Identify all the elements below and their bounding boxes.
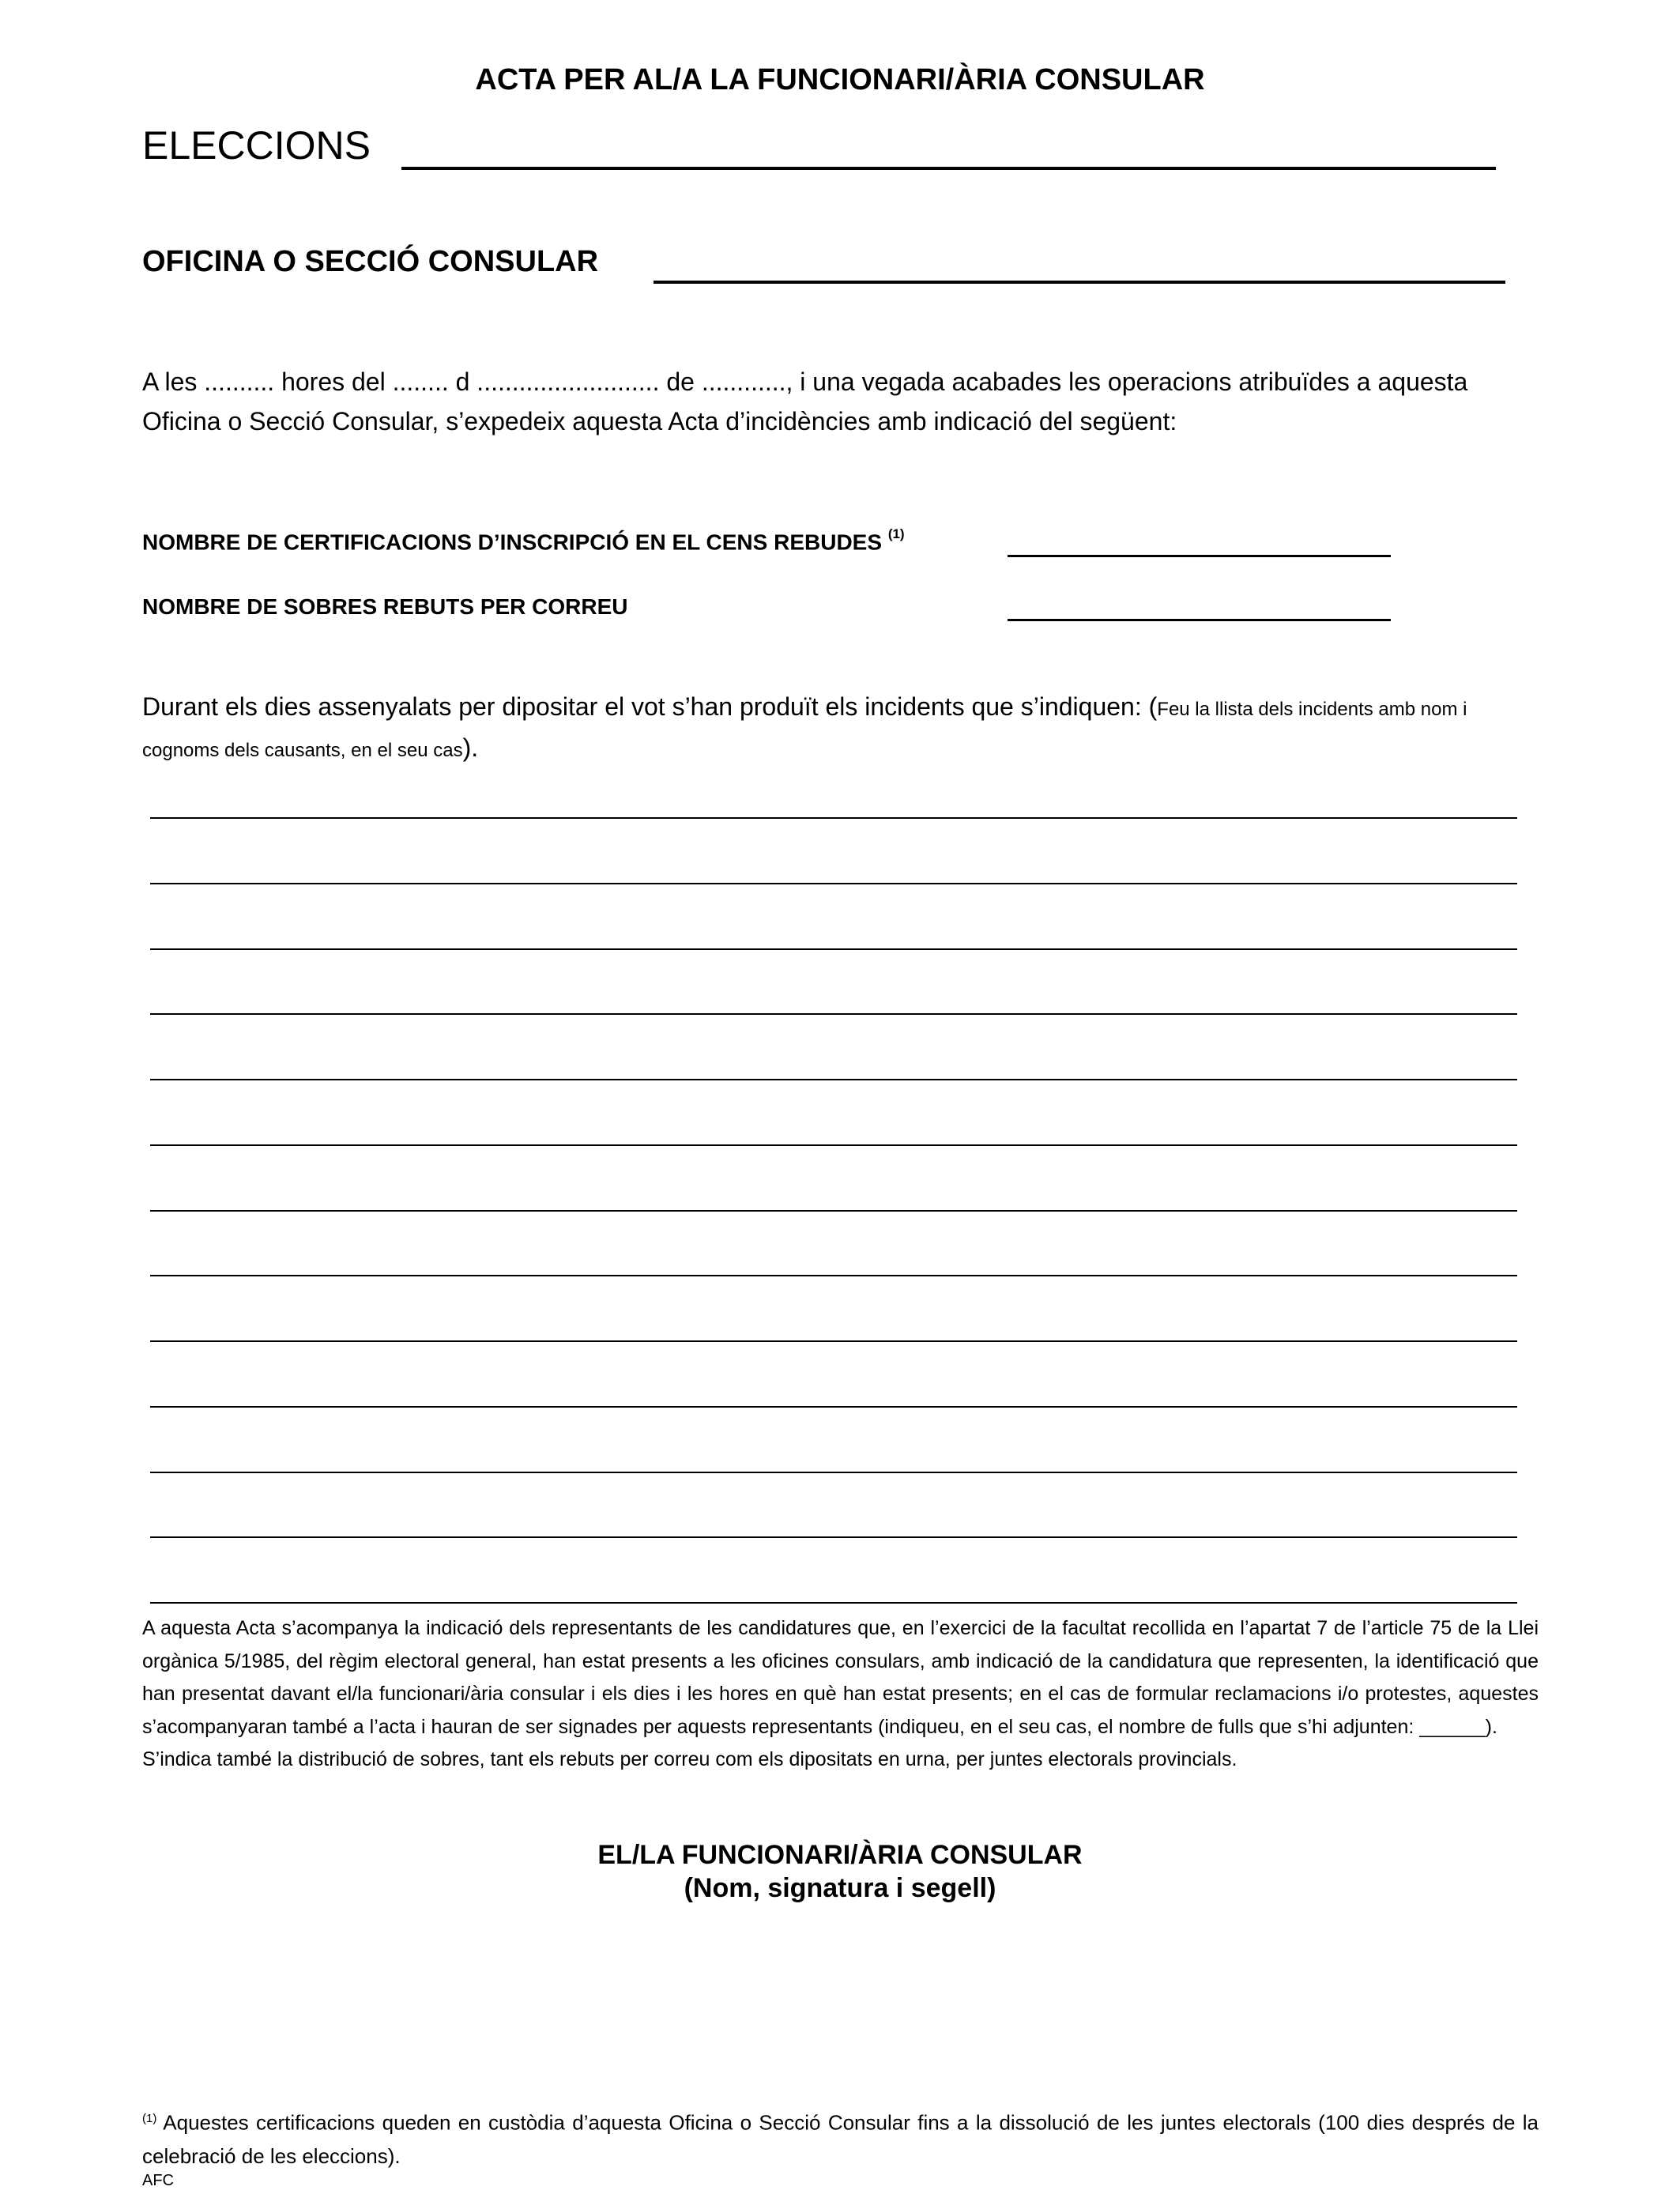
incident-line[interactable]	[150, 1210, 1517, 1212]
incident-line[interactable]	[150, 1144, 1517, 1146]
sobres-label: NOMBRE DE SOBRES REBUTS PER CORREU	[142, 594, 628, 619]
signature-subtitle: (Nom, signatura i segell)	[684, 1873, 996, 1903]
incidents-close: ).	[462, 733, 479, 762]
footnote	[142, 2102, 1539, 2173]
eleccions-field[interactable]	[401, 167, 1496, 170]
footer-paragraph-2: S’indica també la distribució de sobres, tant els rebuts per correu com els dipositats en urna, per juntes electorals provincials.	[142, 1748, 1237, 1770]
incident-line[interactable]	[150, 817, 1517, 819]
oficina-field[interactable]	[654, 281, 1505, 284]
footnote-marker: (1)	[887, 526, 905, 541]
footer-paragraph	[142, 1612, 1539, 1777]
document-title: ACTA PER AL/A LA FUNCIONARI/ÀRIA CONSULAR	[475, 63, 1205, 96]
incident-line[interactable]	[150, 1079, 1517, 1080]
incidents-intro-text: Durant els dies assenyalats per dipositar el vot s’han produït els incidents que s’indiquen: (	[142, 692, 1158, 721]
incident-line[interactable]	[150, 1275, 1517, 1276]
oficina-label: OFICINA O SECCIÓ CONSULAR	[142, 245, 599, 278]
incident-line[interactable]	[150, 883, 1517, 884]
signature-title: EL/LA FUNCIONARI/ÀRIA CONSULAR	[597, 1840, 1083, 1870]
footer-paragraph-1: A aquesta Acta s’acompanya la indicació dels representants de les candidatures que, en l’exercici de la facultat recollida en l’apartat 7 de l’article 75 de la Llei orgànica 5/1985, del règim electoral general, han estat presents a les oficines consulars, amb indicació de la candidatura que representen, la identificació que han presentat davant el/la funcionari/ària consular i els dies i les hores en què han estat presents; en el cas de formular reclamacions i/o protestes, aquestes s’acompanyaran també a l’acta i hauran de ser signades per aquests representants (indiqueu, en el seu cas, el nombre de fulls que s’hi adjunten: ______).	[142, 1617, 1539, 1738]
footnote-marker: (1)	[142, 2112, 157, 2125]
certificacions-field[interactable]	[1008, 555, 1391, 557]
incident-line[interactable]	[150, 1013, 1517, 1015]
incident-line[interactable]	[150, 948, 1517, 950]
afc-label: AFC	[142, 2172, 174, 2189]
incident-line[interactable]	[150, 1602, 1517, 1604]
intro-paragraph: A les .......... hores del ........ d .......................... de ............, i una vegada acabades les operacions atribuïdes a aquesta Oficina o Secció Consular, s’expedeix aquesta Acta d’incidències amb indicació del següent:	[142, 368, 1468, 435]
incidents-intro	[142, 688, 1549, 770]
incident-line[interactable]	[150, 1340, 1517, 1342]
incidents-hint: Feu la llista dels incidents amb nom i cognoms dels causants, en el seu cas	[142, 699, 1467, 761]
certificacions-text: NOMBRE DE CERTIFICACIONS D’INSCRIPCIÓ EN EL CENS REBUDES	[142, 530, 883, 555]
sobres-field[interactable]	[1008, 619, 1391, 621]
eleccions-label: ELECCIONS	[142, 123, 371, 168]
incident-line[interactable]	[150, 1536, 1517, 1538]
incident-line[interactable]	[150, 1406, 1517, 1408]
certificacions-label	[142, 526, 905, 555]
footnote-text: Aquestes certificacions queden en custòdia d’aquesta Oficina o Secció Consular fins a la dissolució de les juntes electorals (100 dies després de la celebració de les eleccions).	[142, 2110, 1539, 2168]
incident-line[interactable]	[150, 1472, 1517, 1473]
